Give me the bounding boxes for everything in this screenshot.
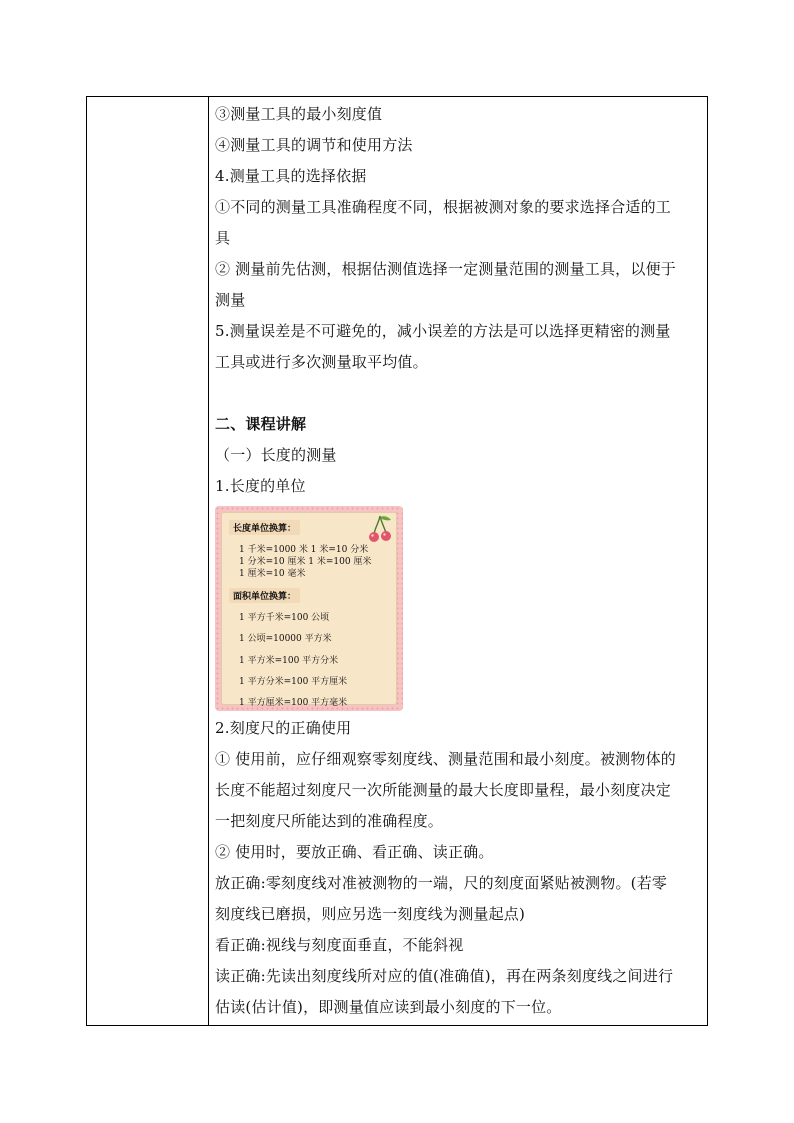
text-line: 一把刻度尺所能达到的准确程度。	[215, 812, 444, 830]
text-line: 估读(估计值)，即测量值应读到最小刻度的下一位。	[215, 998, 562, 1016]
lesson-table	[86, 96, 708, 1026]
area-conversion-line: 1 平方米=100 平方分米	[239, 656, 339, 666]
text-line: ④测量工具的调节和使用方法	[215, 136, 413, 154]
area-conversion-line: 1 平方分米=100 平方厘米	[239, 677, 348, 687]
area-conversion-line: 1 公顷=10000 平方米	[239, 634, 332, 644]
length-conversion-line: 1 厘米=10 毫米	[239, 569, 306, 579]
text-line: 2.刻度尺的正确使用	[215, 719, 352, 737]
item-title: 1.长度的单位	[215, 477, 306, 495]
text-line: 测量	[215, 291, 246, 309]
length-conversion-line: 1 分米=10 厘米 1 米=100 厘米	[239, 557, 372, 567]
text-line: 放正确:零刻度线对准被测物的一端，尺的刻度面紧贴被测物。(若零	[215, 874, 668, 892]
text-line: ② 测量前先估测，根据估测值选择一定测量范围的测量工具，以便于	[215, 260, 676, 278]
area-conversion-line: 1 平方千米=100 公顷	[239, 613, 330, 623]
unit-conversion-image	[215, 506, 403, 711]
subsection-title: （一）长度的测量	[215, 446, 337, 464]
text-line: 5.测量误差是不可避免的，减小误差的方法是可以选择更精密的测量	[215, 322, 671, 340]
text-line: 刻度线已磨损，则应另选一刻度线为测量起点)	[215, 905, 526, 923]
length-conversion-line: 1 千米=1000 米 1 米=10 分米	[239, 545, 369, 555]
text-line: ② 使用时，要放正确、看正确、读正确。	[215, 843, 494, 861]
text-line: 工具或进行多次测量取平均值。	[215, 353, 428, 371]
cherry-icon	[367, 514, 393, 544]
text-line: ① 使用前，应仔细观察零刻度线、测量范围和最小刻度。被测物体的	[215, 750, 676, 768]
lesson-content-cell	[215, 99, 705, 1023]
text-line: 具	[215, 229, 231, 247]
text-line: ③测量工具的最小刻度值	[215, 105, 383, 123]
text-line: ①不同的测量工具准确程度不同，根据被测对象的要求选择合适的工	[215, 198, 672, 216]
column-divider	[208, 97, 209, 1025]
text-line: 读正确:先读出刻度线所对应的值(准确值)，再在两条刻度线之间进行	[215, 967, 674, 985]
area-conversion-line: 1 平方厘米=100 平方毫米	[239, 698, 348, 708]
text-line: 4.测量工具的选择依据	[215, 167, 367, 185]
area-conversion-heading: 面积单位换算：	[229, 588, 300, 603]
section-title: 二、课程讲解	[215, 415, 307, 433]
length-conversion-heading: 长度单位换算：	[229, 520, 300, 535]
text-line: 长度不能超过刻度尺一次所能测量的最大长度即量程，最小刻度决定	[215, 781, 672, 799]
text-line: 看正确:视线与刻度面垂直，不能斜视	[215, 936, 464, 954]
blank-line	[215, 378, 705, 409]
